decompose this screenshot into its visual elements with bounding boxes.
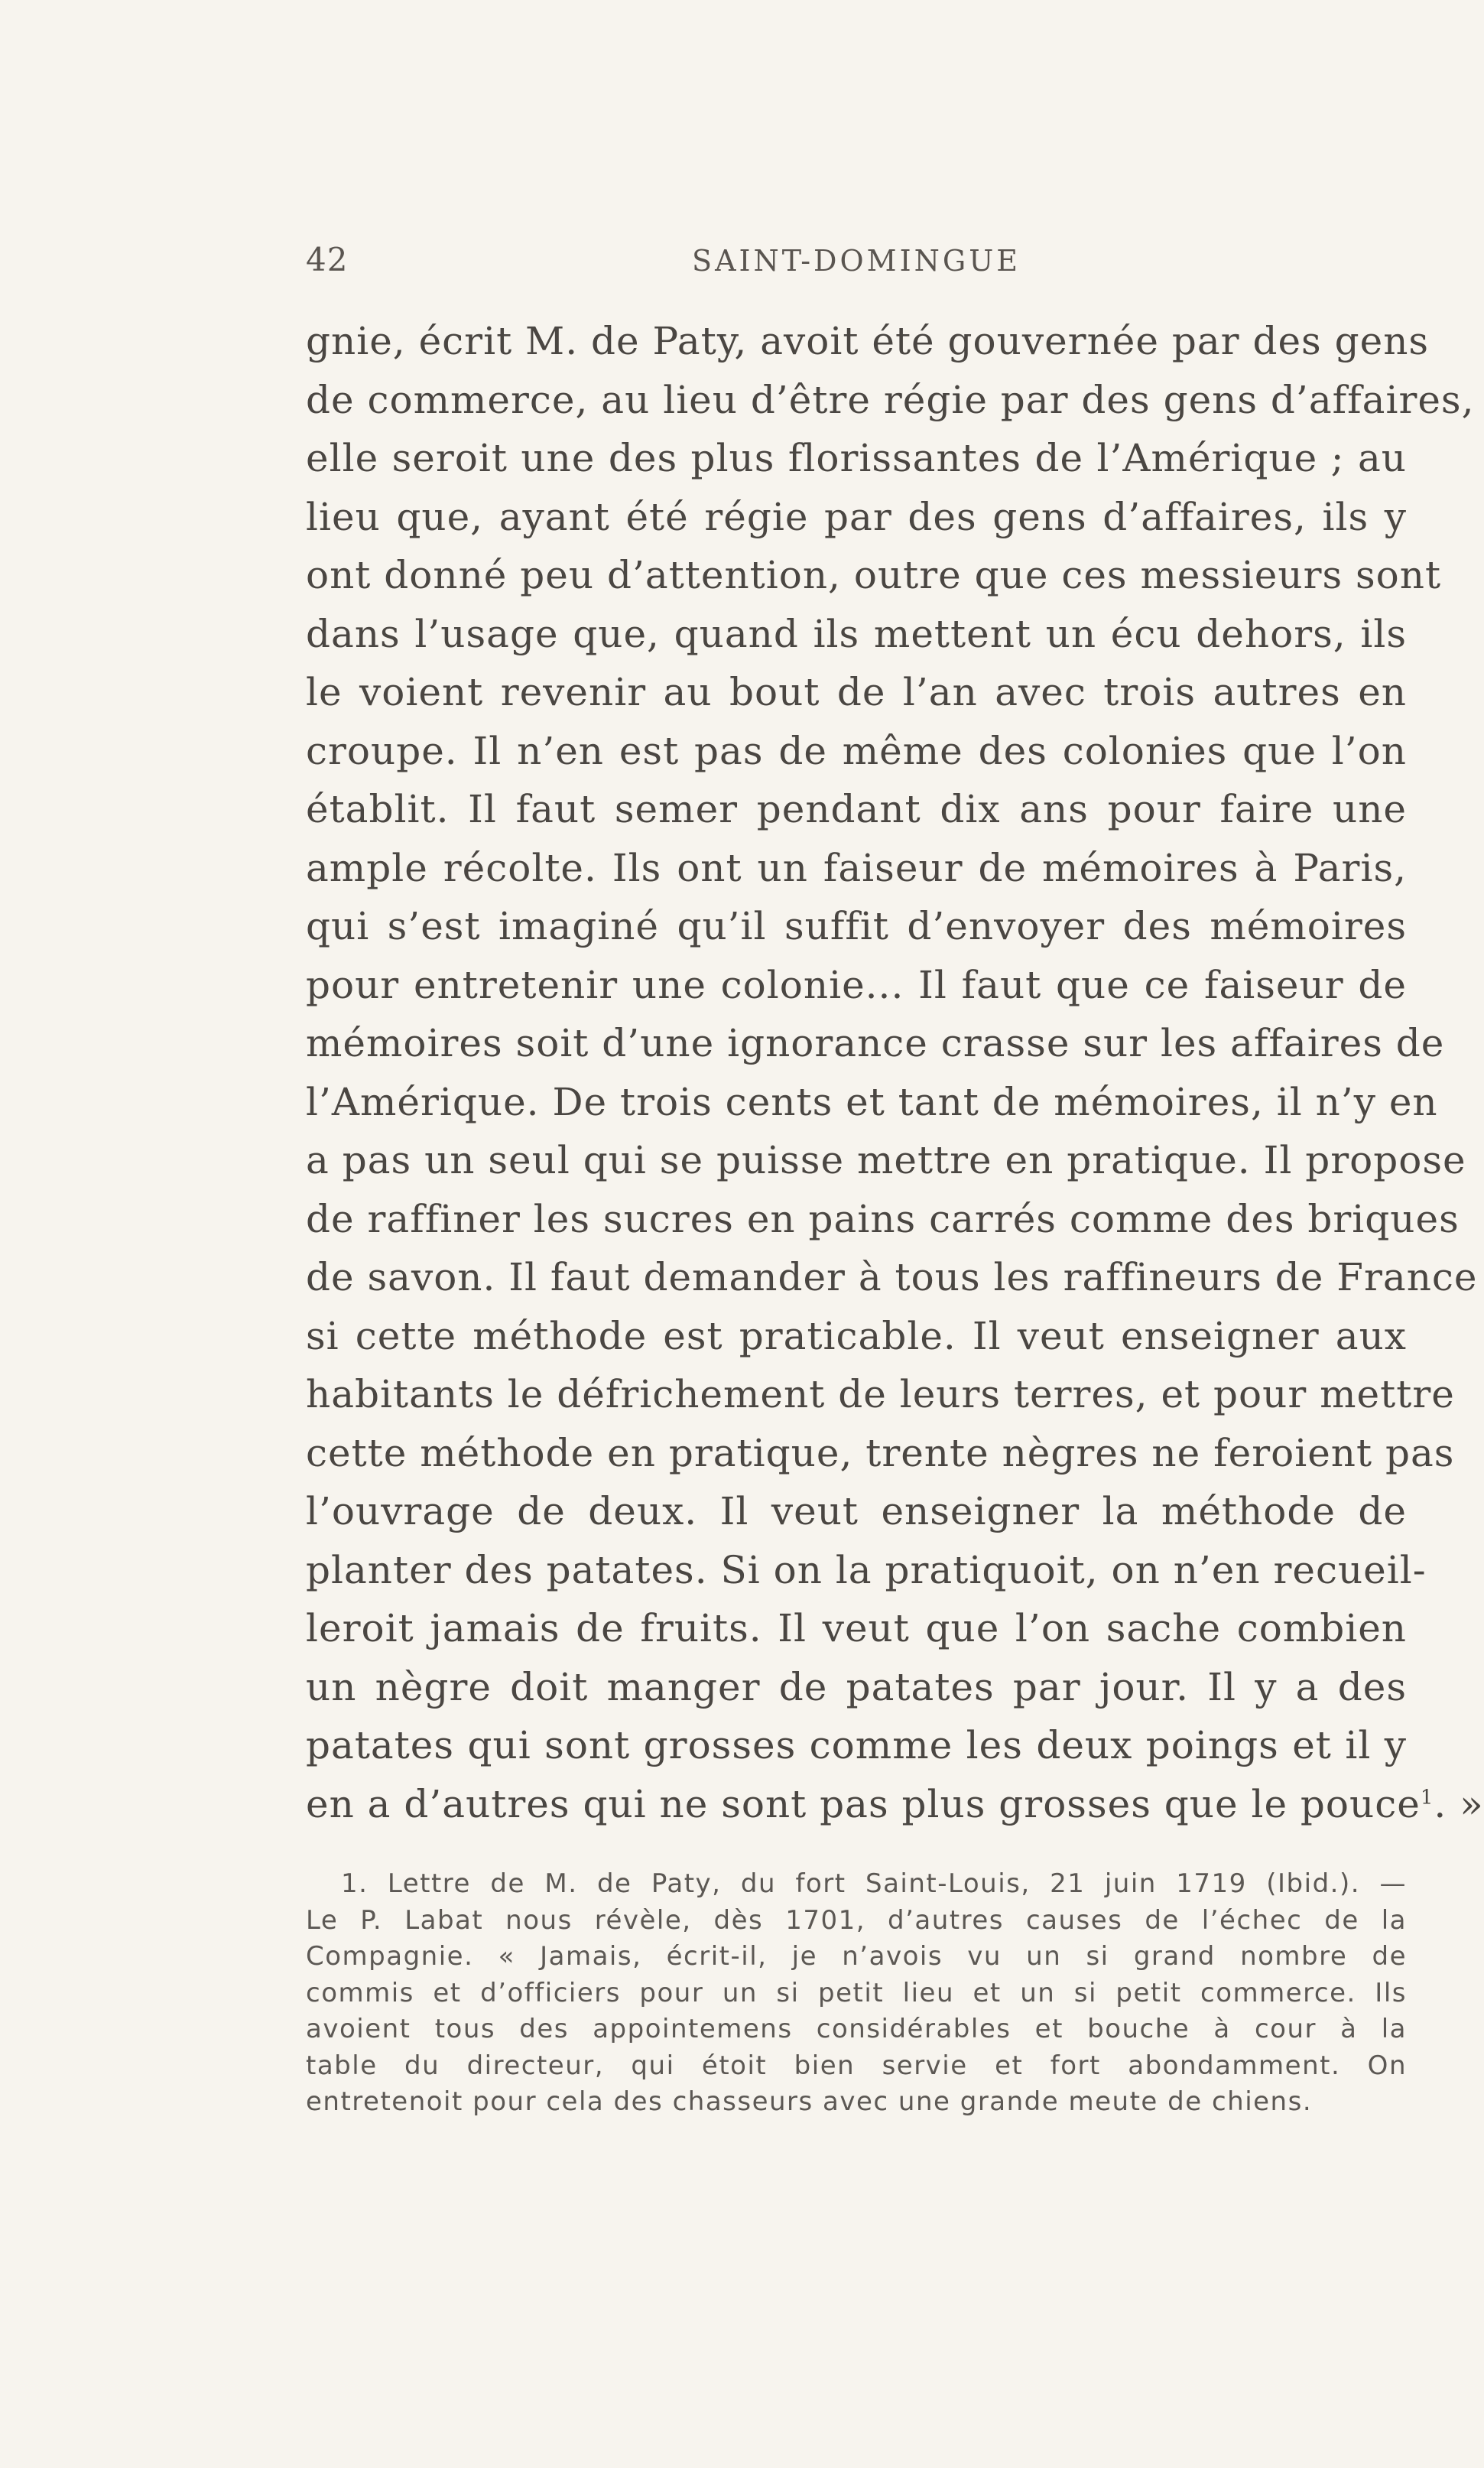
footnote-line: entretenoit pour cela des chasseurs avec une grande meute de chiens.: [306, 2086, 1313, 2117]
text-line: gnie, écrit M. de Paty, avoit été gouvernée par des gens: [306, 319, 1430, 363]
text-line: l’Amérique. De trois cents et tant de mémoires, il n’y en: [306, 1079, 1438, 1124]
footnote-line: avoient tous des appointemens considérables et bouche à cour à la: [306, 2014, 1407, 2044]
text-line: patates qui sont grosses comme les deux poings et il y: [306, 1723, 1407, 1767]
text-line: de commerce, au lieu d’être régie par des gens d’affaires,: [306, 377, 1475, 422]
text-line: croupe. Il n’en est pas de même des colonies que l’on: [306, 728, 1407, 773]
running-title: SAINT-DOMINGUE: [692, 244, 1021, 278]
text-line: ample récolte. Ils ont un faiseur de mémoires à Paris,: [306, 845, 1407, 890]
text-line: mémoires soit d’une ignorance crasse sur les affaires de: [306, 1021, 1445, 1065]
footnote-line: 1. Lettre de M. de Paty, du fort Saint-Louis, 21 juin 1719 (Ibid.). —: [341, 1868, 1407, 1899]
main-text-block: [306, 312, 1484, 1833]
last-line-text: en a d’autres qui ne sont pas plus grosses que le pouce: [306, 1781, 1421, 1826]
footnote-line: commis et d’officiers pour un si petit lieu et un si petit commerce. Ils: [306, 1977, 1407, 2008]
page-number: 42: [306, 241, 349, 278]
text-line: l’ouvrage de deux. Il veut enseigner la méthode de: [306, 1489, 1407, 1533]
text-line: a pas un seul qui se puisse mettre en pratique. Il propose: [306, 1138, 1466, 1182]
text-line: de raffiner les sucres en pains carrés comme des briques: [306, 1196, 1460, 1241]
footnote-line: Compagnie. « Jamais, écrit-il, je n’avois vu un si grand nombre de: [306, 1941, 1407, 1972]
text-line: qui s’est imaginé qu’il suffit d’envoyer des mémoires: [306, 904, 1407, 948]
closing-quote: . »: [1434, 1781, 1484, 1826]
text-line: établit. Il faut semer pendant dix ans pour faire une: [306, 787, 1407, 831]
text-line: le voient revenir au bout de l’an avec trois autres en: [306, 670, 1407, 714]
text-line: leroit jamais de fruits. Il veut que l’on sache combien: [306, 1606, 1407, 1650]
text-line: lieu que, ayant été régie par des gens d’affaires, ils y: [306, 494, 1407, 539]
footnote-line: Le P. Labat nous révèle, dès 1701, d’autres causes de l’échec de la: [306, 1904, 1407, 1936]
footnote-reference[interactable]: 1: [1420, 1785, 1434, 1809]
footnote-block: [306, 1866, 1407, 2121]
text-line: si cette méthode est praticable. Il veut enseigner aux: [306, 1313, 1407, 1358]
text-line: elle seroit une des plus florissantes de l’Amérique ; au: [306, 436, 1407, 480]
text-line: de savon. Il faut demander à tous les raffineurs de France: [306, 1255, 1478, 1299]
text-line: ont donné peu d’attention, outre que ces messieurs sont: [306, 553, 1442, 597]
footnote-line: table du directeur, qui étoit bien servie et fort abondamment. On: [306, 2050, 1407, 2081]
text-line: habitants le défrichement de leurs terres, et pour mettre: [306, 1372, 1455, 1416]
text-line: pour entretenir une colonie... Il faut que ce faiseur de: [306, 962, 1407, 1007]
text-line: dans l’usage que, quand ils mettent un écu dehors, ils: [306, 611, 1407, 656]
page-header: [306, 241, 1407, 287]
text-line: planter des patates. Si on la pratiquoit, on n’en recueil-: [306, 1547, 1427, 1592]
text-line: cette méthode en pratique, trente nègres ne feroient pas: [306, 1430, 1455, 1475]
text-line: un nègre doit manger de patates par jour. Il y a des: [306, 1664, 1407, 1709]
text-line-last: [306, 1775, 1484, 1834]
